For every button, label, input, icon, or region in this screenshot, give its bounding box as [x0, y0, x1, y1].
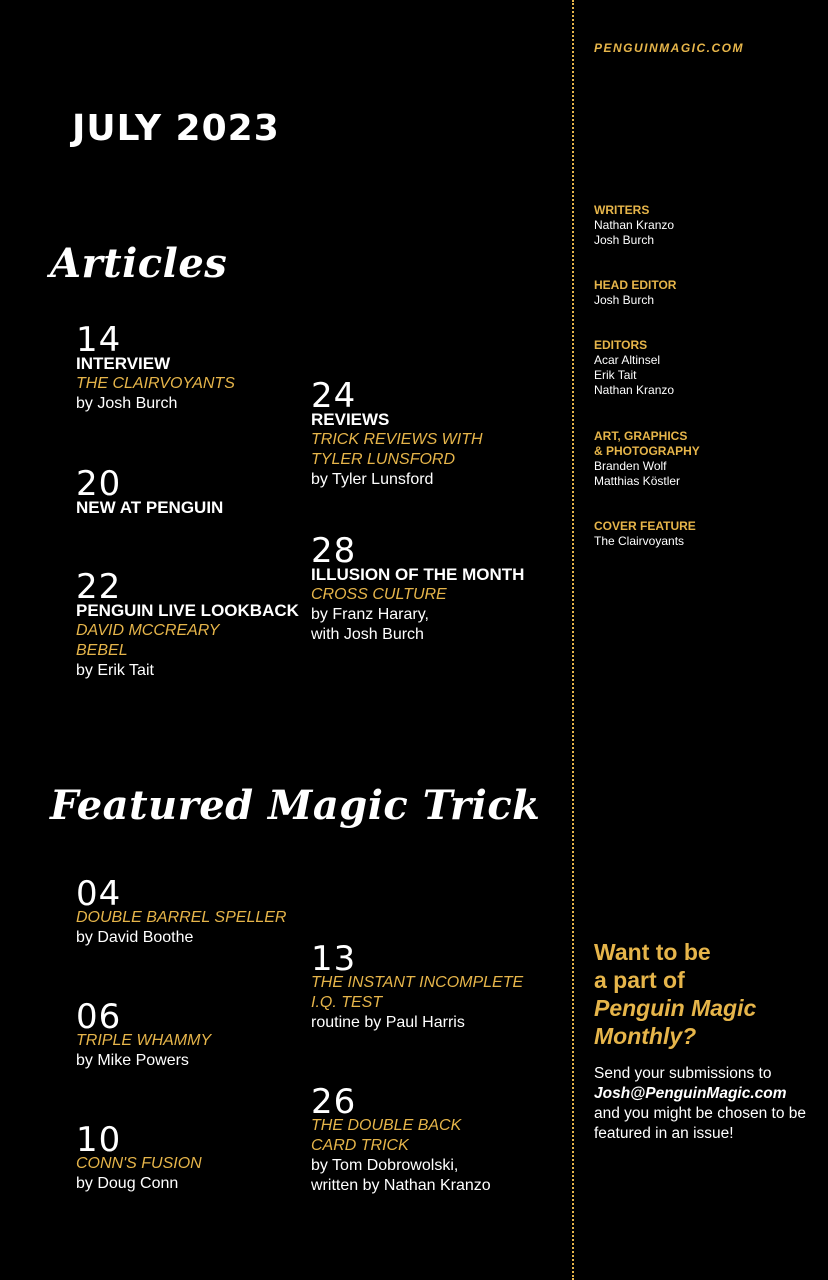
promo-line	[594, 994, 814, 1022]
page-number: 10	[76, 1120, 122, 1160]
credit-name: Josh Burch	[594, 233, 655, 247]
trick-title: THE INSTANT INCOMPLETE I.Q. TEST	[311, 974, 524, 1011]
trick-entry	[311, 1082, 561, 1196]
page-number: 14	[76, 320, 122, 360]
credit-block	[594, 278, 814, 308]
article-entry	[76, 567, 311, 681]
article-category: NEW AT PENGUIN	[76, 498, 224, 517]
page-number: 22	[76, 567, 122, 607]
page-number: 26	[311, 1082, 357, 1122]
page-number: 20	[76, 464, 122, 504]
credit-name: Matthias Köstler	[594, 474, 681, 488]
trick-title: DOUBLE BARREL SPELLER	[76, 909, 287, 926]
credit-heading: COVER FEATURE	[594, 519, 696, 533]
promo-line	[594, 1022, 814, 1050]
article-entry	[76, 320, 311, 414]
credit-name: Nathan Kranzo	[594, 383, 675, 397]
credit-heading: EDITORS	[594, 338, 648, 352]
trick-title: CONN'S FUSION	[76, 1155, 202, 1172]
issue-date: JULY 2023	[72, 108, 280, 149]
promo-text-line: Send your submissions to	[594, 1065, 772, 1082]
trick-entry	[76, 874, 311, 948]
article-title: CROSS CULTURE	[311, 586, 447, 603]
trick-entry	[76, 1120, 311, 1194]
credit-block	[594, 338, 814, 398]
email-text[interactable]: Josh@PenguinMagic.com	[594, 1085, 787, 1102]
credit-name: The Clairvoyants	[594, 534, 685, 548]
promo-text	[594, 1064, 814, 1144]
article-category: INTERVIEW	[76, 354, 171, 373]
trick-byline: by Tom Dobrowolski, written by Nathan Kranzo	[311, 1157, 491, 1194]
submission-email[interactable]	[594, 1084, 814, 1104]
promo-line: Want to be	[594, 939, 711, 965]
trick-byline: by Mike Powers	[76, 1052, 189, 1069]
articles-heading: Articles	[50, 240, 228, 287]
site-url: PENGUINMAGIC.COM	[594, 41, 744, 55]
article-byline: by Erik Tait	[76, 662, 154, 679]
trick-entry	[76, 997, 311, 1071]
page-number: 13	[311, 939, 357, 979]
promo-line: a part of	[594, 967, 685, 993]
credit-block	[594, 519, 814, 549]
credit-name: Nathan Kranzo	[594, 218, 675, 232]
trick-title: THE DOUBLE BACK CARD TRICK	[311, 1117, 462, 1154]
article-category: PENGUIN LIVE LOOKBACK	[76, 601, 299, 620]
article-title: TRICK REVIEWS WITH TYLER LUNSFORD	[311, 431, 483, 468]
article-entry	[76, 464, 311, 518]
article-byline: by Tyler Lunsford	[311, 471, 434, 488]
trick-entry	[311, 939, 546, 1033]
page-number: 06	[76, 997, 122, 1037]
credit-heading: HEAD EDITOR	[594, 278, 677, 292]
article-title: DAVID MCCREARY BEBEL	[76, 622, 220, 659]
page-number: 24	[311, 376, 357, 416]
credit-block	[594, 203, 814, 248]
article-category: ILLUSION OF THE MONTH	[311, 565, 525, 584]
credit-name: Branden Wolf	[594, 459, 667, 473]
credit-name: Acar Altinsel	[594, 353, 661, 367]
credit-name: Erik Tait	[594, 368, 637, 382]
dotted-divider	[572, 0, 574, 1280]
trick-byline: by Doug Conn	[76, 1175, 179, 1192]
article-byline: by Franz Harary, with Josh Burch	[311, 606, 429, 643]
credit-name: Josh Burch	[594, 293, 655, 307]
credit-heading: ART, GRAPHICS & PHOTOGRAPHY	[594, 429, 700, 458]
article-title: THE CLAIRVOYANTS	[76, 375, 235, 392]
promo-text-line: and you might be chosen to be featured in an issue!	[594, 1105, 806, 1142]
article-byline: by Josh Burch	[76, 395, 178, 412]
trick-title: TRIPLE WHAMMY	[76, 1032, 212, 1049]
promo-magazine-name: Penguin Magic	[594, 995, 757, 1021]
featured-heading: Featured Magic Trick	[50, 782, 541, 829]
article-entry	[311, 376, 546, 490]
credit-block	[594, 429, 814, 489]
credit-heading: WRITERS	[594, 203, 650, 217]
article-category: REVIEWS	[311, 410, 390, 429]
promo-heading	[594, 938, 814, 1050]
submission-promo	[594, 938, 814, 1144]
article-entry	[311, 531, 546, 645]
page-number: 04	[76, 874, 122, 914]
page-number: 28	[311, 531, 357, 571]
promo-magazine-name: Monthly?	[594, 1023, 697, 1049]
trick-byline: by David Boothe	[76, 929, 194, 946]
trick-byline: routine by Paul Harris	[311, 1014, 465, 1031]
